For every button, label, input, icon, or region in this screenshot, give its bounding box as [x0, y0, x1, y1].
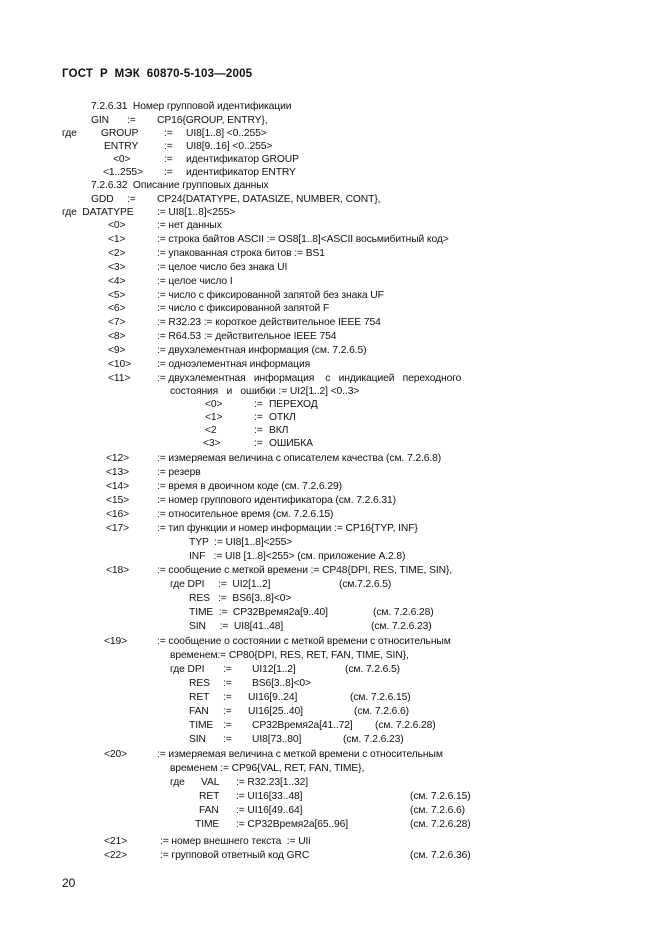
field-reference: (см. 7.2.6.6): [354, 706, 409, 717]
datatype-code: <16>: [106, 509, 130, 520]
datatype-text: := тип функции и номер информации := CP16{TYP, INF}: [157, 523, 418, 534]
datatype-text: := групповой ответный код GRC: [160, 850, 310, 861]
field-definition: UI12[1..2]: [252, 664, 296, 675]
field-reference: (см. 7.2.6.28): [373, 607, 434, 618]
field-name: TIME: [189, 720, 214, 731]
datatype-code: <10>: [108, 359, 132, 370]
field-name: RET: [189, 692, 210, 703]
def-operator: :=: [223, 706, 232, 717]
field-reference: (см. 7.2.6.5): [345, 664, 400, 675]
datatype-text: := сообщение с меткой времени := CP48{DPI, RES, TIME, SIN},: [157, 565, 453, 576]
where-label: где: [170, 777, 185, 788]
field-definition: INF := UI8 [1..8]<255> (см. приложение А.2.8): [189, 551, 406, 562]
datatype-text: := относительное время (см. 7.2.6.15): [157, 509, 334, 520]
def-value: := UI8[1..8]<255>: [157, 207, 236, 218]
datatype-text: := измеряемая величина с описателем качества (см. 7.2.6.8): [157, 453, 442, 464]
def-value: идентификатор ENTRY: [186, 167, 296, 178]
field-name: FAN: [199, 805, 219, 816]
datatype-text: := целое число без знака UI: [157, 262, 288, 273]
datatype-code: <22>: [104, 850, 128, 861]
datatype-text: := номер внешнего текста := UIi: [160, 836, 311, 847]
field-definition: := UI16[33..48]: [236, 791, 303, 802]
field-definition: SIN := UI8[41..48]: [189, 621, 284, 632]
datatype-code: <21>: [104, 836, 128, 847]
datatype-code: <19>: [104, 636, 128, 647]
field-definition: UI8[73..80]: [252, 734, 302, 745]
field-definition: := R32.23[1..32]: [236, 777, 308, 788]
datatype-text: := резерв: [157, 467, 201, 478]
field-reference: (см. 7.2.6.23): [371, 621, 432, 632]
def-operator: :=: [164, 167, 173, 178]
field-reference: (см. 7.2.6.28): [410, 819, 471, 830]
where-label: где DATATYPE: [62, 207, 134, 218]
def-operator: :=: [223, 720, 232, 731]
state-code: <0>: [205, 399, 223, 410]
def-operator: :=: [223, 692, 232, 703]
datatype-code: <5>: [108, 290, 126, 301]
datatype-text: := целое число I: [157, 276, 233, 287]
def-name: GIN: [91, 115, 110, 126]
field-definition: TIME := CP32Время2а[9..40]: [189, 607, 328, 618]
def-operator: :=: [127, 194, 136, 205]
field-definition: UI16[9..24]: [248, 692, 298, 703]
def-operator: :=: [164, 154, 173, 165]
def-name: ENTRY: [104, 141, 139, 152]
field-reference: (см. 7.2.6.23): [343, 734, 404, 745]
datatype-text: := двухэлементная информация (см. 7.2.6.5): [157, 345, 367, 356]
page-number: 20: [62, 876, 76, 890]
field-name: TIME: [195, 819, 220, 830]
code-value: <0>: [113, 154, 131, 165]
datatype-text: := число с фиксированной запятой F: [157, 303, 330, 314]
field-name: RES: [189, 678, 210, 689]
datatype-text: := время в двоичном коде (см. 7.2.6.29): [157, 481, 342, 492]
field-definition: UI16[25..40]: [248, 706, 303, 717]
def-operator: :=: [254, 438, 263, 449]
field-reference: (см. 7.2.6.6): [410, 805, 465, 816]
datatype-text: := R64.53 := действительное IEEE 754: [157, 331, 337, 342]
def-operator: :=: [223, 678, 232, 689]
datatype-text-cont: состояния и ошибки := UI2[1..2] <0..3>: [170, 386, 360, 397]
field-definition: CP32Время2а[41..72]: [252, 720, 353, 731]
datatype-code: <14>: [106, 481, 130, 492]
state-code: <3>: [203, 438, 221, 449]
def-operator: :=: [254, 399, 263, 410]
def-value: идентификатор GROUP: [186, 154, 299, 165]
field-name: RET: [199, 791, 220, 802]
def-operator: :=: [223, 664, 232, 675]
field-definition: := CP32Время2а[65..96]: [236, 819, 349, 830]
datatype-text: := нет данных: [157, 220, 222, 231]
def-operator: :=: [127, 115, 136, 126]
datatype-text: := измеряемая величина с меткой времени с относительным: [157, 749, 443, 760]
datatype-text: := номер группового идентификатора (см. 7.2.6.31): [157, 495, 396, 506]
datatype-code: <18>: [106, 565, 130, 576]
field-definition: TYP := UI8[1..8]<255>: [189, 537, 293, 548]
datatype-code: <9>: [108, 345, 126, 356]
datatype-text: := упакованная строка битов := BS1: [157, 248, 325, 259]
document-header: ГОСТ Р МЭК 60870-5-103—2005: [62, 68, 253, 80]
datatype-text-cont: временем := CP96{VAL, RET, FAN, TIME},: [170, 763, 365, 774]
state-code: <1>: [205, 412, 223, 423]
datatype-code: <1>: [108, 234, 126, 245]
field-name: FAN: [189, 706, 209, 717]
field-name: VAL: [201, 777, 220, 788]
datatype-code: <20>: [104, 749, 128, 760]
state-value: ПЕРЕХОД: [269, 399, 318, 410]
datatype-text: := сообщение о состоянии с меткой времени с относительным: [157, 636, 451, 647]
datatype-code: <2>: [108, 248, 126, 259]
datatype-text-cont: временем:= CP80{DPI, RES, RET, FAN, TIME, SIN},: [170, 650, 409, 661]
datatype-text: := R32.23 := короткое действительное IEEE 754: [157, 317, 381, 328]
def-operator: :=: [254, 412, 263, 423]
def-value: CP24{DATATYPE, DATASIZE, NUMBER, CONT},: [157, 194, 381, 205]
datatype-code: <8>: [108, 331, 126, 342]
datatype-code: <12>: [106, 453, 130, 464]
datatype-code: <0>: [108, 220, 126, 231]
field-reference: (см. 7.2.6.15): [350, 692, 411, 703]
def-operator: :=: [164, 141, 173, 152]
state-value: ВКЛ: [269, 425, 289, 436]
field-reference: (см.7.2.6.5): [339, 579, 392, 590]
datatype-code: <11>: [108, 373, 131, 384]
field-definition: BS6[3..8]<0>: [252, 678, 311, 689]
datatype-code: <13>: [106, 467, 130, 478]
field-name: SIN: [189, 734, 206, 745]
def-operator: :=: [223, 734, 232, 745]
state-code: <2: [205, 425, 217, 436]
datatype-code: <7>: [108, 317, 126, 328]
field-definition: где DPI := UI2[1..2]: [170, 579, 271, 590]
field-reference: (см. 7.2.6.28): [375, 720, 436, 731]
datatype-code: <4>: [108, 276, 126, 287]
def-value: CP16{GROUP, ENTRY},: [157, 115, 268, 126]
field-definition: RES := BS6[3..8]<0>: [189, 593, 292, 604]
datatype-code: <3>: [108, 262, 126, 273]
def-name: GDD: [91, 194, 114, 205]
datatype-text: := двухэлементная информация с индикацией переходного: [157, 373, 462, 384]
field-reference: (см. 7.2.6.36): [410, 850, 471, 861]
field-name: где DPI: [170, 664, 205, 675]
def-value: UI8[1..8] <0..255>: [186, 128, 267, 139]
where-label: где: [62, 128, 77, 139]
field-reference: (см. 7.2.6.15): [410, 791, 471, 802]
def-name: GROUP: [101, 128, 139, 139]
def-operator: :=: [254, 425, 263, 436]
datatype-code: <15>: [106, 495, 130, 506]
datatype-text: := число с фиксированной запятой без знака UF: [157, 290, 384, 301]
datatype-text: := строка байтов ASCII := OS8[1..8]<ASCII восьмибитный код>: [157, 234, 449, 245]
field-definition: := UI16[49..64]: [236, 805, 303, 816]
datatype-text: := одноэлементная информация: [157, 359, 311, 370]
state-value: ОШИБКА: [269, 438, 313, 449]
code-value: <1..255>: [103, 167, 143, 178]
section-title: 7.2.6.32 Описание групповых данных: [91, 180, 269, 191]
datatype-code: <6>: [108, 303, 126, 314]
def-value: UI8[9..16] <0..255>: [186, 141, 273, 152]
state-value: ОТКЛ: [269, 412, 296, 423]
def-operator: :=: [164, 128, 173, 139]
section-title: 7.2.6.31 Номер групповой идентификации: [91, 101, 292, 112]
datatype-code: <17>: [106, 523, 130, 534]
